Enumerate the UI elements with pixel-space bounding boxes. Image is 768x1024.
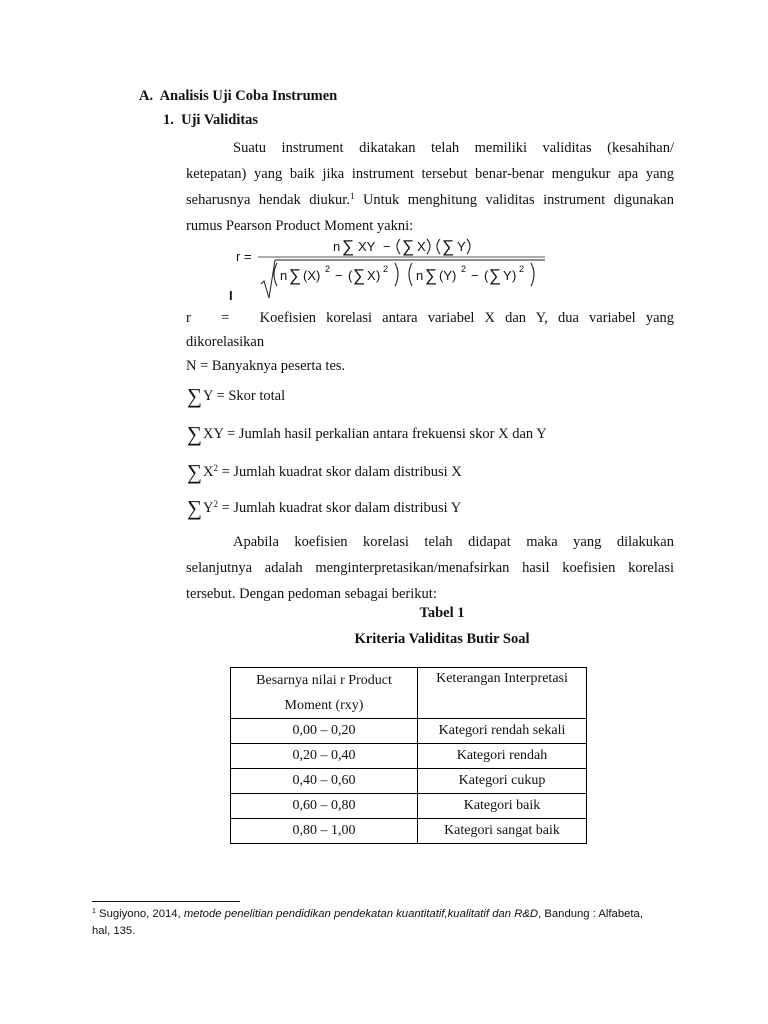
- footnote-number: 1: [92, 908, 96, 915]
- sum-icon: ∑: [442, 237, 455, 256]
- footnote-author: Sugiyono, 2014,: [95, 908, 184, 920]
- paren-right: [531, 263, 534, 286]
- table-row: [231, 769, 587, 794]
- text-fragment: Untuk menghitung validitas instrument digunakan: [354, 192, 674, 208]
- section-title: Analisis Uji Coba Instrumen: [159, 88, 338, 104]
- definition-n: N = Banyaknya peserta tes.: [186, 358, 346, 374]
- paren-open: (: [348, 268, 353, 283]
- paren-left: [437, 239, 440, 254]
- sum-icon: ∑: [353, 266, 366, 285]
- paragraph-line: Suatu instrument dikatakan telah memiliki validitas (kesahihan/: [233, 140, 674, 156]
- table-cell-range: 0,00 – 0,20: [231, 719, 418, 744]
- paren-right: [427, 239, 430, 254]
- footnote-line: [92, 906, 676, 923]
- den-n: n: [416, 268, 424, 283]
- num-x: X: [417, 239, 426, 254]
- table-row: [231, 794, 587, 819]
- section-marker: A.: [139, 88, 154, 104]
- table-cell-range: 0,20 – 0,40: [231, 744, 418, 769]
- pearson-formula: [228, 234, 558, 306]
- paragraph-interpretation: [186, 529, 674, 607]
- table-cell-range: 0,80 – 1,00: [231, 819, 418, 844]
- table-cell-label: Kategori rendah: [418, 744, 587, 769]
- paragraph-line: tersebut. Dengan pedoman sebagai berikut:: [186, 586, 437, 602]
- subsection-marker: 1.: [163, 112, 174, 128]
- den-y2: Y: [503, 268, 512, 283]
- definition-text: XY = Jumlah hasil perkalian antara frekuensi skor X dan Y: [202, 426, 547, 442]
- den-n: n: [280, 268, 288, 283]
- exponent: 2: [213, 463, 218, 473]
- sum-icon: ∑: [289, 266, 302, 285]
- validity-criteria-table: [230, 667, 587, 844]
- num-n: n: [333, 239, 341, 254]
- definition-sum-y: [187, 384, 285, 409]
- exponent: 2: [325, 264, 331, 274]
- definition-sum-x2: [187, 460, 462, 485]
- paragraph-line: Apabila koefisien korelasi telah didapat maka yang dilakukan: [233, 534, 674, 550]
- table-cell-label: Kategori sangat baik: [418, 819, 587, 844]
- sum-icon: ∑: [187, 422, 202, 446]
- definition-r-continued: dikorelasikan: [186, 334, 265, 350]
- table-caption: Kriteria Validitas Butir Soal: [354, 631, 530, 647]
- table-cell-label: Kategori cukup: [418, 769, 587, 794]
- definition-var: Y: [202, 500, 214, 516]
- exponent: 2: [383, 264, 389, 274]
- exponent: 2: [519, 264, 525, 274]
- sum-icon: ∑: [425, 266, 438, 285]
- paragraph-line: rumus Pearson Product Moment yakni:: [186, 218, 414, 234]
- sum-icon: ∑: [187, 460, 202, 484]
- num-y: Y: [457, 239, 466, 254]
- footnote-reference: 1: [349, 191, 355, 201]
- section-heading: [139, 88, 337, 105]
- definition-sum-y2: [187, 496, 461, 521]
- num-xy: XY: [358, 239, 376, 254]
- den-x: (X): [303, 268, 321, 283]
- text-fragment: seharusnya hendak diukur.: [186, 192, 350, 208]
- paren-close: ): [376, 268, 381, 283]
- definition-text: = Jumlah kuadrat skor dalam distribusi X: [217, 464, 462, 480]
- exponent: 2: [213, 499, 218, 509]
- sum-icon: ∑: [402, 237, 415, 256]
- den-y: (Y): [439, 268, 457, 283]
- footnote: [92, 906, 676, 940]
- paragraph-line: selanjutnya adalah menginterpretasikan/menafsirkan hasil koefisien korelasi: [186, 560, 674, 576]
- table-number: Tabel 1: [419, 605, 465, 621]
- table-cell-range: 0,60 – 0,80: [231, 794, 418, 819]
- footnote-line: hal, 135.: [92, 925, 136, 937]
- footnote-separator: [92, 901, 240, 902]
- table-cell-range: 0,40 – 0,60: [231, 769, 418, 794]
- table-cell-label: Kategori rendah sekali: [418, 719, 587, 744]
- definition-var: X: [202, 464, 214, 480]
- table-row: [231, 744, 587, 769]
- subsection-heading: [163, 112, 258, 129]
- paragraph-line: [186, 187, 674, 213]
- table-header-cell: Keterangan Interpretasi: [418, 668, 587, 719]
- table-cell-label: Kategori baik: [418, 794, 587, 819]
- minus-sign: −: [471, 268, 479, 283]
- paren-left: [397, 239, 400, 254]
- definition-sum-xy: [187, 422, 547, 447]
- definition-text: = Jumlah kuadrat skor dalam distribusi Y: [217, 500, 462, 516]
- definition-r: r = Koefisien korelasi antara variabel X dan Y, dua variabel yang: [186, 310, 674, 326]
- sum-icon: ∑: [187, 496, 202, 520]
- footnote-title: metode penelitian pendidikan pendekatan kuantitatif,kualitatif dan R&D: [183, 908, 539, 920]
- paren-close: ): [512, 268, 517, 283]
- den-x2: X: [367, 268, 376, 283]
- text-cursor-icon: I: [229, 288, 233, 303]
- sum-icon: ∑: [187, 384, 202, 408]
- sum-icon: ∑: [489, 266, 502, 285]
- paren-right: [395, 263, 398, 286]
- paren-left: [409, 263, 412, 286]
- minus-sign: −: [383, 239, 391, 254]
- header-line: Moment (rxy): [284, 698, 364, 713]
- paragraph-line: ketepatan) yang baik jika instrument tersebut benar-benar mengukur apa yang: [186, 166, 674, 182]
- table-header-cell: [231, 668, 418, 719]
- sum-icon: ∑: [342, 237, 355, 256]
- table-row: [231, 819, 587, 844]
- exponent: 2: [461, 264, 467, 274]
- footnote-rest: , Bandung : Alfabeta,: [538, 908, 643, 920]
- paren-open: (: [484, 268, 489, 283]
- table-header-row: [231, 668, 587, 719]
- formula-lhs: r =: [236, 249, 252, 264]
- definition-text: Y = Skor total: [202, 388, 286, 404]
- paragraph-validity-intro: [186, 135, 674, 239]
- minus-sign: −: [335, 268, 343, 283]
- table-row: [231, 719, 587, 744]
- subsection-title: Uji Validitas: [181, 112, 259, 128]
- header-line: Besarnya nilai r Product: [256, 673, 392, 688]
- paren-right: [467, 239, 470, 254]
